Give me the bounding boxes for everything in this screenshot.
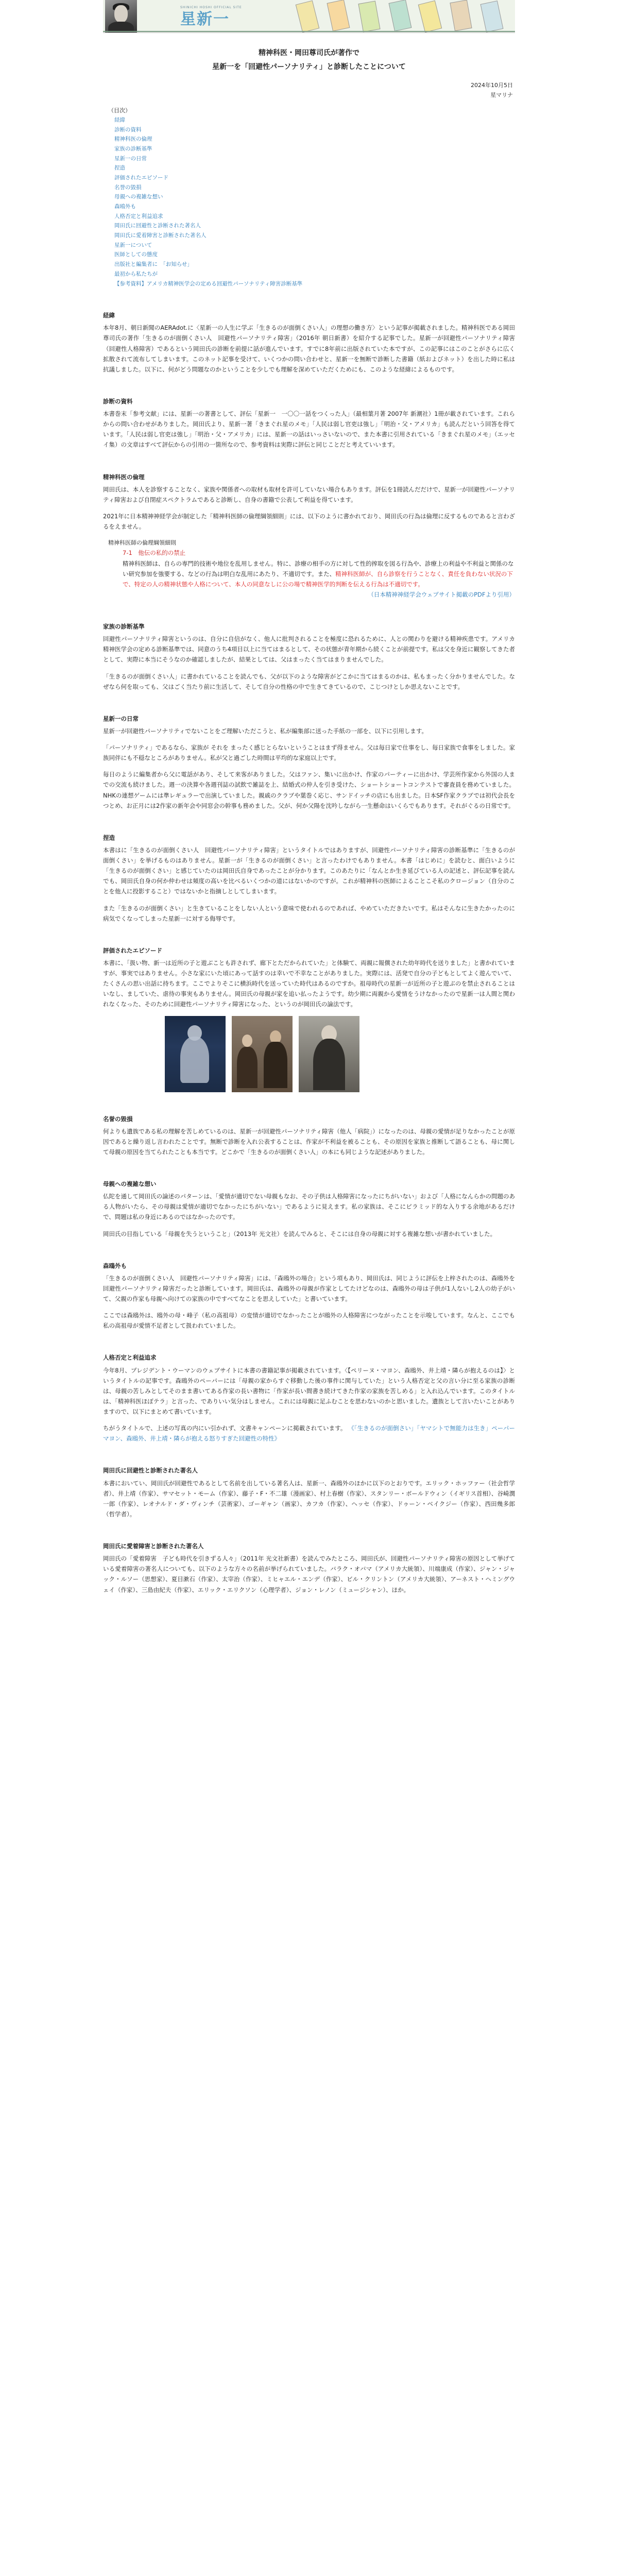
section-heading: 名誉の毀損 (103, 1115, 133, 1123)
book-card (296, 1, 320, 33)
paragraph: 毎日のように編集者から父に電話があり、そして来客がありました。父はファン、集いに出かけ、作家のパーティーに出かけ、学芸所作家から外国の人までの交流も続けました。週一の決算や各週刊誌の試飲で雑誌を上、結婚式の仲人を引き受けた、ショートショートコンテストで審査員を務めていました。NHKの連想ゲームには準レギュラーで出演していました。親戚のクラブや葉巻く応じ、サンドイッチの店にも出ました。日本SF作家クラブでは初代会長をつとめ、お正月には2作家の新年会や同窓会の幹事も務めました。父が、何か父陽を沈吟しながら一生懸命はいくらでもあります。それがぐるの日常です。 (103, 771, 515, 809)
paragraph: 2021年に日本精神神経学会が制定した「精神科医師の倫理綱領細則」には、以下のように書かれており、岡田氏の行為は倫理に反するものであると言わざるをえません。 (103, 512, 515, 531)
toc-link[interactable]: 家族の診断基準 (114, 145, 152, 152)
section-heading: 森鴎外も (103, 1262, 127, 1269)
paragraph: 本年8月、朝日新聞のAERAdot.に〈星新一の人生に学ぶ「生きるのが面倒くさい人」の理想の働き方〉という記事が掲載されました。精神科医である岡田尊司氏の著作「生きるのが面倒くさい人 回避性パーソナリティ障害」（2016年 朝日新書）を紹介する記事でした。星新一が回避性パーソナリティ障害（回避性人格障害）であるという岡田氏の診断を前提に話が進んでいます。すでに8年前に出版されていた本ですが、この記事にはこのことがさらに広く拡散されて流布してしまいます。このネット記事を受けて、いくつかの問い合わせと、星新一を無断で診断した書籍（紙およびネット）を出した時に私は抗議しました。以下に、何がどう問題なのかということを少しでも理解を深めていただくためにも、このような経緯によるものです。 (103, 324, 515, 373)
title-line-1: 精神科医・岡田尊司氏が著作で (259, 49, 359, 57)
paragraph: 本書巻末「参考文献」には、星新一の著書として、評伝「星新一 一〇〇一話をつくった人」（最相葉月著 2007年 新潮社）1冊が載されています。これらからの問い合わせがありました。岡田氏より、星新一著「きまぐれ星のメモ」「人民は弱し官吏は強し」「明治・父・アメリカ」も読んだという回答を得ています。「人民は弱し官吏は強し」「明治・父・アメリカ」には、星新一の話はいっさいないので、また本書に引用されている「きまぐれ星のメモ」（エッセイ集）の文章はすべて評伝からの引用の一箇所なので、参考資料は実際に評伝と同じことだと考えていいます。 (103, 410, 515, 449)
paragraph: 回避性パーソナリティ障害というのは、自分に自信がなく、他人に批判されることを極度に恐れるために、人との関わりを避ける精神疾患です。アメリカ精神医学会の定める診断基準では、同意のうち4項目以上に当てはまるとして、その状態が青年期から続くことが前提です。私は父を身近に観察してきた者として、実際に本当にそうなのか確認しましたが、結果としては、父はまったく当てはまりませんでした。 (103, 635, 515, 664)
family-photo (299, 1016, 359, 1092)
book-card (450, 0, 472, 31)
toc-link[interactable]: 人格否定と利益追求 (114, 213, 163, 219)
section-sources (103, 396, 515, 450)
article-title (103, 46, 515, 74)
paragraph (103, 1365, 515, 1417)
toc-list (108, 115, 515, 289)
article-link[interactable]: 《「生きるのが面倒さい」「ヤマシトで無能力は生き」ペーパーマヨン、森鴎外、井上靖・隣らが抱える怒りすぎた回避性の特性》 (103, 1425, 516, 1443)
section-heading: 経緯 (103, 312, 115, 319)
section-ogai (103, 1261, 515, 1331)
section-daily-life (103, 714, 515, 811)
family-photo (232, 1016, 293, 1092)
article (103, 46, 515, 1595)
section-heading: 捏造 (103, 834, 115, 841)
section-criteria (103, 621, 515, 692)
header-book-cards (288, 0, 515, 33)
toc-link[interactable]: 出版社と編集者に 「お知らせ」 (114, 261, 193, 268)
toc-link[interactable]: 診断の資料 (114, 126, 142, 133)
section-avoidant-list (103, 1465, 515, 1519)
paragraph: 岡田氏の「愛着障害 子ども時代を引きずる人々」（2011年 光文社新書）を読んでみたところ、岡田氏が、回避性パーソナリティ障害の原因として挙げている愛着障害の著名人についても、以下のような方々の名前が挙げられていました。バラク・オバマ（アメリカ大統領）、川端康成（作家）、ジャン・ジャック・ルソー（思想家）、夏目漱石（作家）、太宰治（作家）、ミヒャエル・エンデ（作家）、ビル・クリントン（アメリカ大統領）、アーネスト・ヘミングウェイ（作家）、三島由紀夫（作家）、エリック・エリクソン（心理学者）、ジョン・レノン（ミュージシャン）、ほか。 (103, 1555, 515, 1594)
toc-link[interactable]: 捏造 (114, 165, 125, 172)
paragraph: 星新一が回避性パーソナリティでないことをご理解いただこうと、私が編集部に送った手紙の一部を、以下に引用します。 (103, 727, 427, 735)
book-card (389, 0, 412, 31)
toc-heading: （目次） (108, 107, 131, 114)
section-heading: 家族の診断基準 (103, 623, 145, 631)
section-ethics (103, 472, 515, 600)
author-portrait (105, 0, 137, 33)
table-of-contents (108, 106, 515, 289)
quote-source (108, 589, 515, 600)
toc-link[interactable]: 森鴎外も (114, 204, 136, 210)
paragraph: 「生きるのが面倒くさい人」に書かれていることを読んでも、父が以下のような障害がどこかに当てはまるのかは、私もまったく分かりませんでした。なぜなら何を取っても、父はごく当たり前に生活して、そして自分の性格の中で生きてきているので、こじつけとしか思えないことです。 (103, 672, 515, 690)
photo-row (165, 1016, 515, 1092)
toc-link[interactable]: 評価されたエピソード (114, 174, 168, 181)
paragraph (103, 1423, 515, 1444)
section-episodes (103, 945, 515, 1092)
section-heading: 岡田氏に愛着障害と診断された著名人 (103, 1543, 204, 1550)
site-header (103, 0, 515, 33)
section-heading: 星新一の日常 (103, 715, 139, 722)
site-subtitle: SHINICHI HOSHI OFFICIAL SITE (180, 6, 242, 9)
section-heading: 精神科医の倫理 (103, 473, 145, 481)
toc-link[interactable]: 経緯 (114, 116, 125, 123)
paragraph: 「生きるのが面倒くさい人 回避性パーソナリティ障害」には、「森鴎外の場合」という項もあり、岡田氏は、同じように評伝を上梓されたのは、森鴎外を回避性パーソナリティ障害だったと診断しています。岡田氏は、森鴎外の母親が作家としてたけどなのは、森鴎外の母は子供が1人ないし2人の幼子がいて、父親の作家も母親へ向けての家族の中ですべてなことを思えしていた」と書いています。 (103, 1274, 515, 1303)
quote-subtitle: 7-1 他伝の私的の禁止 (123, 549, 186, 557)
paragraph: 本書はに「生きるのが面倒くさい人 回避性パーソナリティ障害」というタイトルではありますが、回避性パーソナリティ障害の診断基準に「生きるのが面倒くさい」を挙げるものはありません。星新一が「生きるのが面倒くさい」と言ったわけでもありません。本書「はじめに」を読むと、面白いように「生きるのが面倒くさい」と感じていたのは岡田氏自身であったことが分かります。このあたりに「なんとか生き延びている人の記述と、評伝記事を読んでも、岡田氏自身の何か仲わせは頻度の高いを比べるいくつかの道にはないかのですが。これが精神科の医師によることこそ私のクロージョン（自分のことを他人に投影すること）ではないかと指摘しとしてしまいます。 (103, 846, 515, 895)
paragraph: 「パーソナリティ」であるなら、家族が それを まったく感じとらないということはまず得ません。父は毎日家で仕事をし、毎日家族で食事をしました。家族同伴にも不穏なところがありません。私が父と過ごした時間は平均的な家庭以上です。 (103, 744, 515, 762)
title-line-2: 星新一を「回避性パーソナリティ」と診断したことについて (212, 62, 406, 71)
book-card (418, 1, 442, 33)
section-profit (103, 1352, 515, 1444)
paragraph: 仏陀を通して岡田氏の論述のパターンは、「愛情が適切でない母親もなお、その子供は人格障害になったにちがいない」および「人格になんらかの問題のある人物がいたら、その母親は愛情が適切でなかったにちがいない」であるように見えます。私の家族は、そこにピラミッド的な入りする余地があるだけで、問題は私の身近にあるのではなかったのです。 (103, 1193, 515, 1221)
paragraph: ここでは森鴎外は、鴎外の母・峰子（私の高祖母）の変情が適切でなかったことが鴎外の人格障害につながったことを示唆しています。なんと、ここでも私の高祖母が愛情不足者として扱われていました。 (103, 1312, 515, 1330)
article-meta (103, 81, 515, 100)
section-heading: 母親への複雑な想い (103, 1180, 157, 1188)
paragraph: 本書に、「扱い物、新一は近所の子と遊ぶことも許されず、廊下とただかられていた」と体験て、両親に報償された幼年時代を送りました」と書かれていますが、事実ではありません。小さな家にいた頃にあって話すのは幸いで不幸なことがありました。実際には、活発で自分の子どもとしてよく遊んでいて、たくさんの思い出話に持ちます。ここでよりそこに横浜時代を送っていた時代はあるのですか。祖母時代の星新一が近所の子と遊ぶのを禁止されることはいなし、ましていた、虐待の事実もありません。岡田氏の母親が家を追い払ったようです。幼少期に両親から愛情をうけなかったので星新一は人間と関われなくなった、そのために回避性パーソナリティ障害になった、というのが岡田氏の論法です。 (103, 959, 515, 1008)
paragraph: 岡田氏は、本人を診察することなく、家族や関係者への取材も取材を許可していない場合もあります。評伝を1冊読んだだけで、星新一が回避性パーソナリティ障害および自閉症スペクトラムであると診断し、自身の書籍で公表して利益を得ています。 (103, 485, 515, 503)
section-heading: 人格否定と利益追求 (103, 1354, 157, 1362)
paragraph: また「生きるのが面倒くさい」と生きていることをしない人という意味で使われるのであれば、やめていただきたいです。私はそんなに生きたかったのに病気でくなってしまった星新一に対する侮辱です。 (103, 904, 515, 922)
section-background (103, 310, 515, 375)
quote-highlight: 精神科医師が、自ら診察を行うことなく、責任を負わない状況の下で、特定の人の精神状態や人格について、本人の同意なしに公の場で精神医学的判断を伝える行為は不適切です。 (123, 570, 513, 588)
book-card (358, 1, 380, 32)
section-heading: 岡田氏に回避性と診断された著名人 (103, 1467, 198, 1475)
header-rule (103, 31, 515, 32)
section-defamation (103, 1114, 515, 1158)
toc-link[interactable]: 星新一について (114, 242, 152, 248)
book-card (480, 1, 504, 32)
site-logo[interactable]: 星新一 (180, 10, 230, 28)
family-photo (165, 1016, 226, 1092)
toc-link[interactable]: 岡田氏に回避性と診断された著名人 (114, 223, 201, 229)
section-attachment-list (103, 1541, 515, 1595)
article-date: 2024年10月5日 (471, 82, 513, 89)
ethics-quote (108, 538, 515, 600)
section-fabrication (103, 833, 515, 924)
source-link[interactable]: （日本精神神経学会ウェブサイト掲載のPDFより引用） (368, 590, 515, 598)
toc-link[interactable]: 【参考資料】アメリカ精神医学会の定める回避性パーソナリティ障害診断基準 (114, 280, 303, 287)
toc-link[interactable]: 精神科医の倫理 (114, 136, 152, 143)
section-heading: 診断の資料 (103, 397, 133, 405)
section-mother (103, 1179, 515, 1239)
paragraph: 岡田氏の目指している「母親を失うということ」（2013年 光文社）を読んでみると、そこには自身の母親に対する複雑な想いが書かれていました。 (103, 1230, 496, 1238)
toc-link[interactable]: 名誉の毀損 (114, 184, 142, 191)
quote-text: 精神科医師は、自らの専門的技術や地位を乱用しません。特に、診療の相手の方に対して性的搾取を図る行為や、診療上の利益や不利益と関係のない研究参加を強要する、などの行為は明白な乱用にあたり、不適切です。また、 (123, 560, 514, 578)
toc-link[interactable]: 最初から私たちが (114, 270, 158, 277)
toc-link[interactable]: 母親への複雑な想い (114, 194, 163, 200)
section-heading: 評価されたエピソード (103, 946, 162, 954)
paragraph: 何よりも遺族である私の理解を苦しめているのは、星新一が回避性パーソナリティ障害（他人「病院」）になったのは、母親の愛情が足りなかったことが原因であると繰り返し言われたことです。無断で診断を入れ公表することは、作家が不利益を被ることも、その原因を家族と推断して語ることも、母に関して母親の原因を当てられたことも本当です。どこかで「生きるのが面倒くさい人」の本にも同じような記述がありました。 (103, 1127, 515, 1156)
paragraph-text: 今年8月、プレジデント・ウーマンのウェブサイトに本書の書籍記事が掲載されています。〈【ペリーヌ・マヨン、森鴎外、井上靖・隣らが抱えるのは】〉というタイトルの記事です。森鴎外のペーパーには「母親の家からすぐ移動した後の事件に関与していた」という人格否定と父の言い分に至る家族の診断は、母親の苦しみとしてそのまま書いてある作家の長い書物に「作家が長い間書き続けてきた作家の家族を苦しめる」と入れ込んでいます。このタイトルは、「精神科医ほぼテラ」と言った、でありいい気分はしません。これには母親に足ふむことを思わないのかと思いました。遺族として言いたいことがありますので、以下にまとめて書いています。 (103, 1366, 515, 1416)
book-card (327, 0, 350, 31)
toc-link[interactable]: 岡田氏に愛着障害と診断された著名人 (114, 232, 207, 239)
quote-title: 精神科医師の倫理綱領細則 (108, 539, 176, 547)
paragraph: 本書においてい、岡田氏が回避性であるとして名前を出している著名人は、星新一、森鴎外のほかに以下のとおりです。エリック・ホッファー（社会哲学者）、井上靖（作家）、サマセット・モーム（作家）、藤子・F・不二雄（漫画家）、村上春樹（作家）、スタンリー・ボールドウィン（イギリス首相）、谷崎潤一郎（作家）、レオナルド・ダ・ヴィンチ（芸術家）、ゴーギャン（画家）、カフカ（作家）、ヘッセ（作家）、ドゥーン・ベイクジー（作家）、西田幾多郎（哲学者）。 (103, 1479, 515, 1518)
toc-link[interactable]: 星新一の日常 (114, 155, 147, 162)
paragraph-text: ちがうタイトルで、上述の写真の内にい引かれず、文書キャンペーンに掲載されています。 (103, 1425, 347, 1432)
article-author: 星マリナ (490, 91, 513, 98)
toc-link[interactable]: 医師としての態度 (114, 251, 158, 258)
quote-body (108, 558, 515, 589)
